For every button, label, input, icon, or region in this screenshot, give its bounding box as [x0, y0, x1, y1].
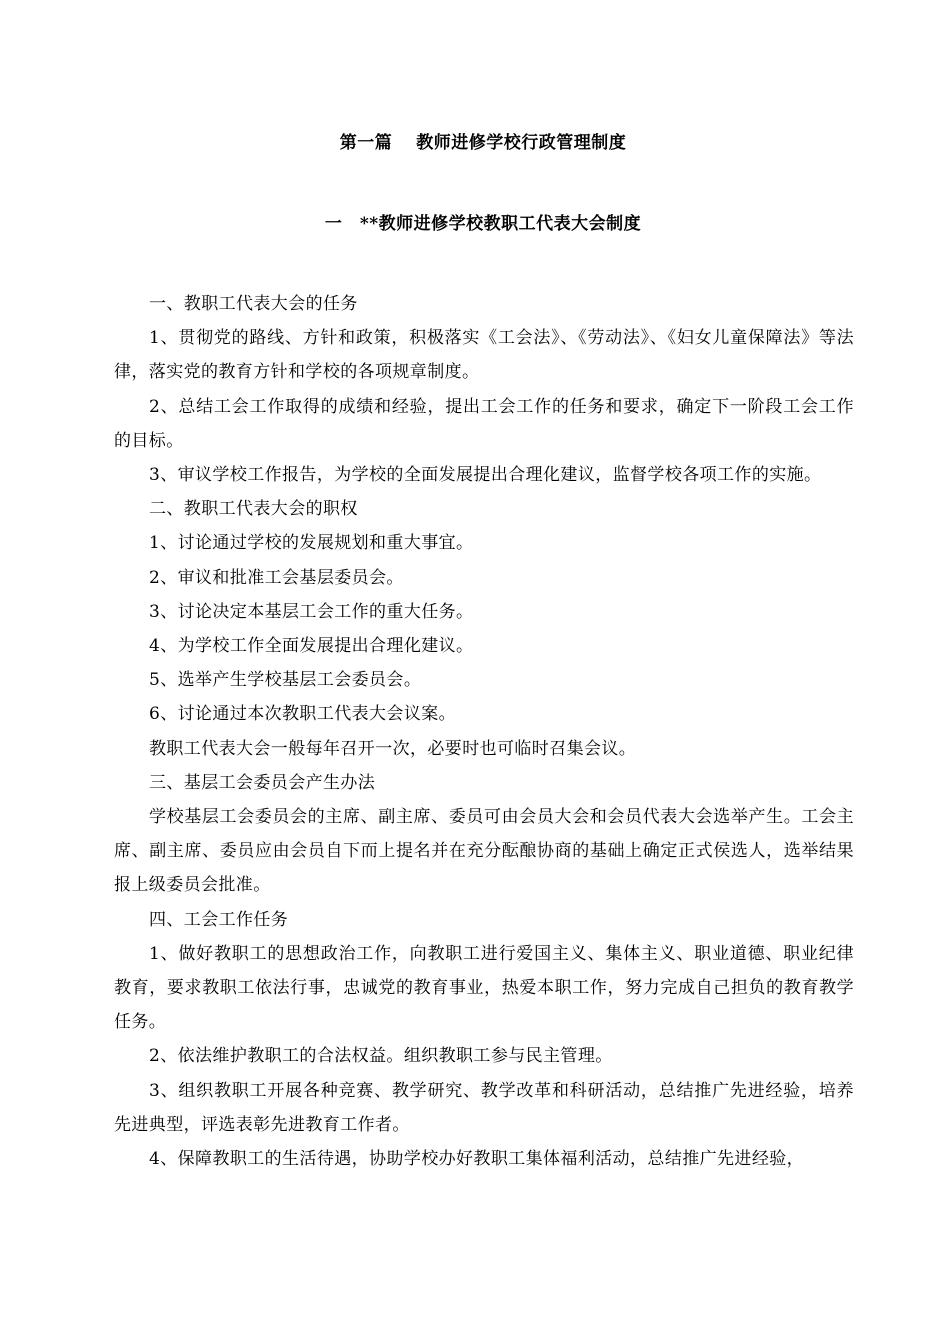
paragraph: 3、组织教职工开展各种竞赛、教学研究、教学改革和科研活动，总结推广先进经验，培养先进典型，评选表彰先进教育工作者。	[114, 1080, 854, 1135]
paragraph: 教职工代表大会一般每年召开一次，必要时也可临时召集会议。	[149, 738, 637, 759]
paragraph: 4、为学校工作全面发展提出合理化建议。	[149, 636, 474, 657]
paragraph: 6、讨论通过本次教职工代表大会议案。	[149, 704, 457, 725]
section-heading-powers: 二、教职工代表大会的职权	[149, 499, 358, 520]
section-heading-tasks: 一、教职工代表大会的任务	[149, 294, 358, 314]
paragraph: 1、做好教职工的思想政治工作，向教职工进行爱国主义、集体主义、职业道德、职业纪律教育，要求教职工依法行事，忠诚党的教育事业，热爱本职工作，努力完成自己担负的教育教学任务。	[114, 943, 854, 1033]
paragraph: 2、依法维护教职工的合法权益。组织教职工参与民主管理。	[149, 1046, 613, 1067]
chapter-title: 一 **教师进修学校教职工代表大会制度	[324, 214, 642, 234]
paragraph: 4、保障教职工的生活待遇，协助学校办好教职工集体福利活动，总结推广先进经验，	[149, 1149, 805, 1170]
part-title: 第一篇 教师进修学校行政管理制度	[339, 133, 627, 153]
paragraph: 2、审议和批准工会基层委员会。	[149, 567, 404, 588]
paragraph: 1、贯彻党的路线、方针和政策，积极落实《工会法》、《劳动法》、《妇女儿童保障法》等法律，落实党的教育方针和学校的各项规章制度。	[114, 328, 854, 383]
paragraph: 学校基层工会委员会的主席、副主席、委员可由会员大会和会员代表大会选举产生。工会主席、副主席、委员应由会员自下而上提名并在充分酝酿协商的基础上确定正式侯选人，选举结果报上级委员会批准。	[114, 807, 854, 896]
paragraph: 3、审议学校工作报告，为学校的全面发展提出合理化建议，监督学校各项工作的实施。	[149, 465, 822, 486]
paragraph: 2、总结工会工作取得的成绩和经验，提出工会工作的任务和要求，确定下一阶段工会工作的目标。	[114, 396, 854, 451]
section-heading-union-tasks: 四、工会工作任务	[149, 909, 289, 930]
paragraph: 3、讨论决定本基层工会工作的重大任务。	[149, 601, 474, 622]
paragraph: 1、讨论通过学校的发展规划和重大事宜。	[149, 533, 474, 554]
paragraph: 5、选举产生学校基层工会委员会。	[149, 670, 422, 691]
section-heading-election: 三、基层工会委员会产生办法	[149, 772, 376, 793]
document-body	[114, 287, 854, 1176]
